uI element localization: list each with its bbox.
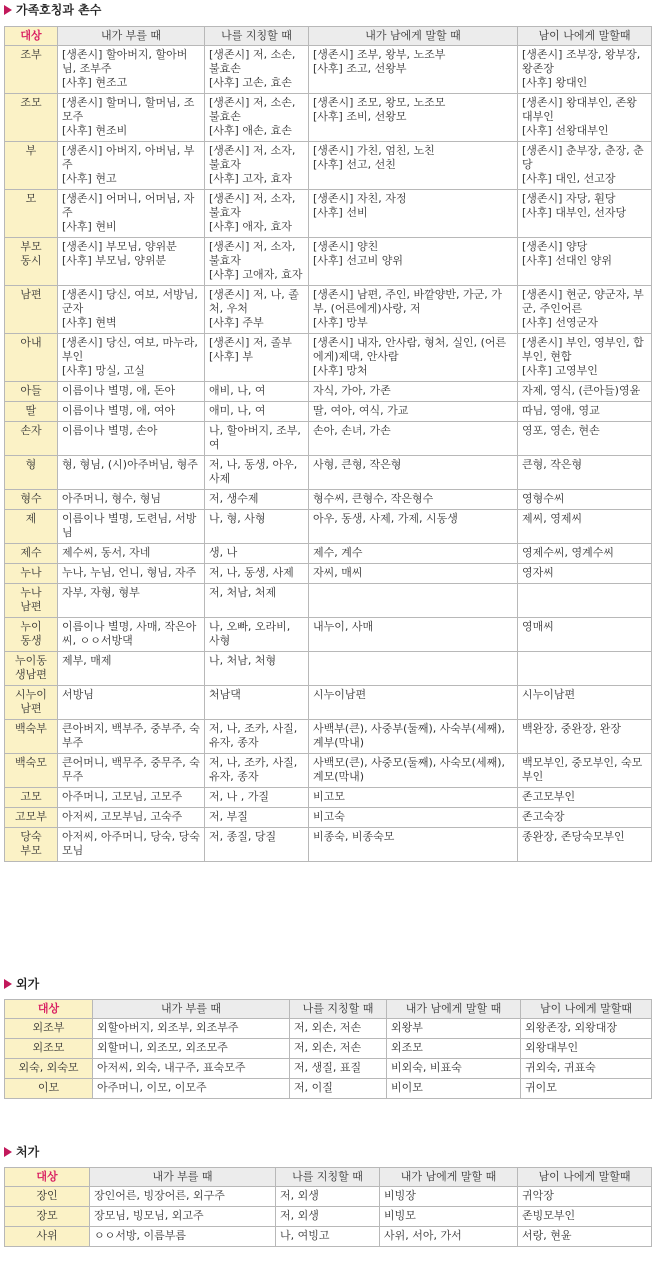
table-cell <box>518 584 652 618</box>
table-cell: 저, 생질, 표질 <box>290 1059 387 1079</box>
table-cell: 시누이남편 <box>309 686 518 720</box>
table-cell: 귀이모 <box>521 1079 652 1099</box>
column-header: 내가 남에게 말할 때 <box>380 1168 518 1187</box>
family-table <box>4 26 652 862</box>
table-cell: 외왕부 <box>387 1019 521 1039</box>
table-cell: 비이모 <box>387 1079 521 1099</box>
table-cell: [생존시] 저, 소자, 불효자 [사후] 고애자, 효자 <box>205 238 309 286</box>
table-cell: 외할아버지, 외조부, 외조부주 <box>93 1019 290 1039</box>
table-cell: 서방님 <box>58 686 205 720</box>
section-title-text: 가족호칭과 촌수 <box>16 3 102 17</box>
table-header-row <box>5 1168 652 1187</box>
table-row <box>5 808 652 828</box>
row-label: 장모 <box>5 1207 90 1227</box>
row-label: 모 <box>5 190 58 238</box>
row-label: 이모 <box>5 1079 93 1099</box>
table-cell: 형, 형님, (시)아주버님, 형주 <box>58 456 205 490</box>
table-cell: 애미, 나, 여 <box>205 402 309 422</box>
column-header: 내가 남에게 말할 때 <box>387 1000 521 1019</box>
table-row <box>5 190 652 238</box>
row-label: 누나 남편 <box>5 584 58 618</box>
table-cell: [생존시] 조부장, 왕부장, 왕존장 [사후] 왕대인 <box>518 46 652 94</box>
table-cell: 외왕존장, 외왕대장 <box>521 1019 652 1039</box>
table-cell: 존빙모부인 <box>518 1207 652 1227</box>
table-cell: 외할머니, 외조모, 외조모주 <box>93 1039 290 1059</box>
table-cell: 존고모부인 <box>518 788 652 808</box>
table-row <box>5 142 652 190</box>
table-cell: 시누이남편 <box>518 686 652 720</box>
column-header: 나를 지칭할 때 <box>290 1000 387 1019</box>
table-row <box>5 382 652 402</box>
table-row <box>5 720 652 754</box>
row-label: 아들 <box>5 382 58 402</box>
table-cell: 사백부(큰), 사중부(둘째), 사숙부(세째), 계부(막내) <box>309 720 518 754</box>
row-label: 제 <box>5 510 58 544</box>
table-row <box>5 490 652 510</box>
maternal-table <box>4 999 652 1099</box>
table-cell: 영자씨 <box>518 564 652 584</box>
table-row <box>5 46 652 94</box>
row-label: 외조모 <box>5 1039 93 1059</box>
table-cell: 아저씨, 아주머니, 당숙, 당숙모님 <box>58 828 205 862</box>
table-row <box>5 1187 652 1207</box>
table-cell: [생존시] 남편, 주인, 바깥양반, 가군, 가부, (어른에게)사랑, 저 [사후] 망부 <box>309 286 518 334</box>
table-cell: [생존시] 부모님, 양위분 [사후] 부모님, 양위분 <box>58 238 205 286</box>
table-row <box>5 584 652 618</box>
table-row <box>5 94 652 142</box>
table-cell: 서랑, 현윤 <box>518 1227 652 1247</box>
table-cell: 저, 외손, 저손 <box>290 1019 387 1039</box>
table-row <box>5 1207 652 1227</box>
table-cell: 제수씨, 동서, 자네 <box>58 544 205 564</box>
table-cell: 비종숙, 비종숙모 <box>309 828 518 862</box>
table-cell: [생존시] 저, 소손, 불효손 [사후] 고손, 효손 <box>205 46 309 94</box>
table-cell: [생존시] 조모, 왕모, 노조모 [사후] 조비, 선왕모 <box>309 94 518 142</box>
table-cell: 영제수씨, 영계수씨 <box>518 544 652 564</box>
table-cell: 저, 종질, 당질 <box>205 828 309 862</box>
header-target: 대상 <box>5 1168 90 1187</box>
table-row <box>5 238 652 286</box>
table-cell: 종완장, 존당숙모부인 <box>518 828 652 862</box>
column-header: 나를 지칭할 때 <box>276 1168 380 1187</box>
table-cell: 저, 외손, 저손 <box>290 1039 387 1059</box>
table-cell: 큰어머니, 백무주, 중무주, 숙무주 <box>58 754 205 788</box>
table-row <box>5 564 652 584</box>
table-row <box>5 652 652 686</box>
table-cell: 백모부인, 중모부인, 숙모부인 <box>518 754 652 788</box>
table-cell: 저, 나 , 가질 <box>205 788 309 808</box>
table-cell: [생존시] 양당 [사후] 선대인 양위 <box>518 238 652 286</box>
table-row <box>5 686 652 720</box>
table-cell: 백완장, 중완장, 완장 <box>518 720 652 754</box>
table-cell: 비고모 <box>309 788 518 808</box>
table-cell: 자씨, 매씨 <box>309 564 518 584</box>
table-cell: 영매씨 <box>518 618 652 652</box>
table-cell: 나, 형, 사형 <box>205 510 309 544</box>
table-cell: 저, 외생 <box>276 1187 380 1207</box>
table-cell: 이름이나 별명, 손아 <box>58 422 205 456</box>
table-cell: 딸, 여아, 여식, 가교 <box>309 402 518 422</box>
row-label: 조부 <box>5 46 58 94</box>
table-cell: [생존시] 왕대부인, 존왕대부인 [사후] 선왕대부인 <box>518 94 652 142</box>
table-cell: 따님, 영애, 영교 <box>518 402 652 422</box>
table-cell: 나, 처남, 처형 <box>205 652 309 686</box>
table-cell: 사위, 서아, 가서 <box>380 1227 518 1247</box>
row-label: 부모 동시 <box>5 238 58 286</box>
table-cell: [생존시] 아버지, 아버님, 부주 [사후] 현고 <box>58 142 205 190</box>
table-row <box>5 1227 652 1247</box>
column-header: 남이 나에게 말할때 <box>518 1168 652 1187</box>
table-cell: 생, 나 <box>205 544 309 564</box>
table-cell: [생존시] 당신, 여보, 마누라, 부인 [사후] 망실, 고실 <box>58 334 205 382</box>
table-cell <box>518 652 652 686</box>
table-cell: 내누이, 사매 <box>309 618 518 652</box>
table-cell <box>309 652 518 686</box>
table-cell: 자식, 가아, 가존 <box>309 382 518 402</box>
row-label: 고모부 <box>5 808 58 828</box>
row-label: 백숙부 <box>5 720 58 754</box>
table-cell: 자제, 영식, (큰아들)영윤 <box>518 382 652 402</box>
table-cell: 저, 이질 <box>290 1079 387 1099</box>
row-label: 누나 <box>5 564 58 584</box>
table-row <box>5 510 652 544</box>
row-label: 외조부 <box>5 1019 93 1039</box>
triangle-right-icon <box>4 979 12 989</box>
table-cell: 나, 할아버지, 조부, 여 <box>205 422 309 456</box>
table-cell: 아저씨, 외숙, 내구주, 표숙모주 <box>93 1059 290 1079</box>
table-cell: 아주머니, 형수, 형님 <box>58 490 205 510</box>
section-title-in-laws <box>4 1144 39 1160</box>
section-title-text: 처가 <box>16 1145 40 1159</box>
table-cell: 저, 나, 조카, 사질, 유자, 종자 <box>205 754 309 788</box>
table-cell: 큰아버지, 백부주, 중부주, 숙부주 <box>58 720 205 754</box>
table-cell: 비고숙 <box>309 808 518 828</box>
table-row <box>5 544 652 564</box>
table-cell: [생존시] 양친 [사후] 선고비 양위 <box>309 238 518 286</box>
row-label: 누이 동생 <box>5 618 58 652</box>
table-cell: 장인어른, 빙장어른, 외구주 <box>90 1187 276 1207</box>
table-cell: [생존시] 자당, 훤당 [사후] 대부인, 선자당 <box>518 190 652 238</box>
table-cell: 저, 나, 동생, 아우, 사제 <box>205 456 309 490</box>
in-laws-table <box>4 1167 652 1247</box>
table-row <box>5 286 652 334</box>
row-label: 부 <box>5 142 58 190</box>
table-cell: 저, 나, 조카, 사질, 유자, 종자 <box>205 720 309 754</box>
table-cell: 이름이나 별명, 도련님, 서방님 <box>58 510 205 544</box>
row-label: 누이동 생남편 <box>5 652 58 686</box>
column-header: 나를 지칭할 때 <box>205 27 309 46</box>
table-cell: [생존시] 자친, 자정 [사후] 선비 <box>309 190 518 238</box>
row-label: 손자 <box>5 422 58 456</box>
table-cell: 영형수씨 <box>518 490 652 510</box>
table-row <box>5 1059 652 1079</box>
header-target: 대상 <box>5 1000 93 1019</box>
section-title-family <box>4 2 101 18</box>
table-row <box>5 1039 652 1059</box>
table-row <box>5 334 652 382</box>
table-cell: 비외숙, 비표숙 <box>387 1059 521 1079</box>
column-header: 남이 나에게 말할때 <box>521 1000 652 1019</box>
table-cell: [생존시] 춘부장, 춘장, 춘당 [사후] 대인, 선고장 <box>518 142 652 190</box>
table-cell: [생존시] 저, 소손, 불효손 [사후] 애손, 효손 <box>205 94 309 142</box>
row-label: 형수 <box>5 490 58 510</box>
table-cell: 귀악장 <box>518 1187 652 1207</box>
table-cell: 영포, 영손, 현손 <box>518 422 652 456</box>
table-cell: 외조모 <box>387 1039 521 1059</box>
row-label: 딸 <box>5 402 58 422</box>
table-row <box>5 456 652 490</box>
row-label: 사위 <box>5 1227 90 1247</box>
table-cell: 저, 나, 동생, 사제 <box>205 564 309 584</box>
table-cell: 저, 처남, 처제 <box>205 584 309 618</box>
header-target: 대상 <box>5 27 58 46</box>
table-cell: 저, 부질 <box>205 808 309 828</box>
table-cell: [생존시] 가친, 엄친, 노친 [사후] 선고, 선친 <box>309 142 518 190</box>
table-cell: [생존시] 현군, 양군자, 부군, 주인어른 [사후] 선영군자 <box>518 286 652 334</box>
table-cell: 제씨, 영제씨 <box>518 510 652 544</box>
table-row <box>5 422 652 456</box>
row-label: 고모 <box>5 788 58 808</box>
row-label: 제수 <box>5 544 58 564</box>
table-cell: 누나, 누님, 언니, 형님, 자주 <box>58 564 205 584</box>
table-cell: 저, 외생 <box>276 1207 380 1227</box>
row-label: 당숙 부모 <box>5 828 58 862</box>
table-cell: 사형, 큰형, 작은형 <box>309 456 518 490</box>
column-header: 내가 부를 때 <box>58 27 205 46</box>
triangle-right-icon <box>4 1147 12 1157</box>
table-cell: 외왕대부인 <box>521 1039 652 1059</box>
table-cell: [생존시] 저, 소자, 불효자 [사후] 고자, 효자 <box>205 142 309 190</box>
table-header-row <box>5 27 652 46</box>
table-row <box>5 754 652 788</box>
row-label: 아내 <box>5 334 58 382</box>
table-cell: 비빙장 <box>380 1187 518 1207</box>
table-cell: [생존시] 어머니, 어머님, 자주 [사후] 현비 <box>58 190 205 238</box>
table-cell: 저, 생수제 <box>205 490 309 510</box>
row-label: 형 <box>5 456 58 490</box>
table-row <box>5 1019 652 1039</box>
table-cell: 아주머니, 고모님, 고모주 <box>58 788 205 808</box>
table-row <box>5 618 652 652</box>
table-cell: 아우, 동생, 사제, 가제, 시동생 <box>309 510 518 544</box>
table-cell: 사백모(큰), 사중모(둘째), 사숙모(세째), 계모(막내) <box>309 754 518 788</box>
row-label: 시누이 남편 <box>5 686 58 720</box>
table-cell: 비빙모 <box>380 1207 518 1227</box>
table-cell: 손아, 손녀, 가손 <box>309 422 518 456</box>
row-label: 장인 <box>5 1187 90 1207</box>
table-cell: [생존시] 할머니, 할머님, 조모주 [사후] 현조비 <box>58 94 205 142</box>
table-cell: 장모님, 빙모님, 외고주 <box>90 1207 276 1227</box>
column-header: 내가 부를 때 <box>90 1168 276 1187</box>
row-label: 남편 <box>5 286 58 334</box>
table-cell: 귀외숙, 귀표숙 <box>521 1059 652 1079</box>
table-cell: [생존시] 저, 나, 졸처, 우처 [사후] 주부 <box>205 286 309 334</box>
table-cell: 아저씨, 고모부님, 고숙주 <box>58 808 205 828</box>
table-cell: ㅇㅇ서방, 이름부름 <box>90 1227 276 1247</box>
table-cell: 제수, 계수 <box>309 544 518 564</box>
table-cell: 애비, 나, 여 <box>205 382 309 402</box>
table-cell: 자부, 자형, 형부 <box>58 584 205 618</box>
table-cell: 나, 여빙고 <box>276 1227 380 1247</box>
table-cell: 처남댁 <box>205 686 309 720</box>
table-row <box>5 1079 652 1099</box>
row-label: 조모 <box>5 94 58 142</box>
table-header-row <box>5 1000 652 1019</box>
table-cell: [생존시] 할아버지, 할아버님, 조부주 [사후] 현조고 <box>58 46 205 94</box>
table-cell: 이름이나 별명, 애, 돈아 <box>58 382 205 402</box>
section-title-maternal <box>4 976 39 992</box>
table-cell: 이름이나 별명, 사매, 작은아씨, ㅇㅇ서방댁 <box>58 618 205 652</box>
table-cell: 아주머니, 이모, 이모주 <box>93 1079 290 1099</box>
triangle-right-icon <box>4 5 12 15</box>
table-row <box>5 402 652 422</box>
column-header: 내가 부를 때 <box>93 1000 290 1019</box>
table-cell: [생존시] 부인, 영부인, 합부인, 현합 [사후] 고영부인 <box>518 334 652 382</box>
table-cell: [생존시] 내자, 안사람, 형처, 실인, (어른에게)제댁, 안사람 [사후] 망처 <box>309 334 518 382</box>
table-cell: 형수씨, 큰형수, 작은형수 <box>309 490 518 510</box>
table-cell: [생존시] 저, 졸부 [사후] 부 <box>205 334 309 382</box>
section-title-text: 외가 <box>16 977 40 991</box>
table-cell: [생존시] 조부, 왕부, 노조부 [사후] 조고, 선왕부 <box>309 46 518 94</box>
table-cell: [생존시] 저, 소자, 불효자 [사후] 애자, 효자 <box>205 190 309 238</box>
table-cell: 큰형, 작은형 <box>518 456 652 490</box>
row-label: 백숙모 <box>5 754 58 788</box>
column-header: 남이 나에게 말할때 <box>518 27 652 46</box>
column-header: 내가 남에게 말할 때 <box>309 27 518 46</box>
table-cell: 존고숙장 <box>518 808 652 828</box>
table-row <box>5 828 652 862</box>
table-cell: 이름이나 별명, 애, 여아 <box>58 402 205 422</box>
table-cell: 제부, 매제 <box>58 652 205 686</box>
table-cell <box>309 584 518 618</box>
row-label: 외숙, 외숙모 <box>5 1059 93 1079</box>
table-cell: [생존시] 당신, 여보, 서방님, 군자 [사후] 현벽 <box>58 286 205 334</box>
table-cell: 나, 오빠, 오라비, 사형 <box>205 618 309 652</box>
table-row <box>5 788 652 808</box>
